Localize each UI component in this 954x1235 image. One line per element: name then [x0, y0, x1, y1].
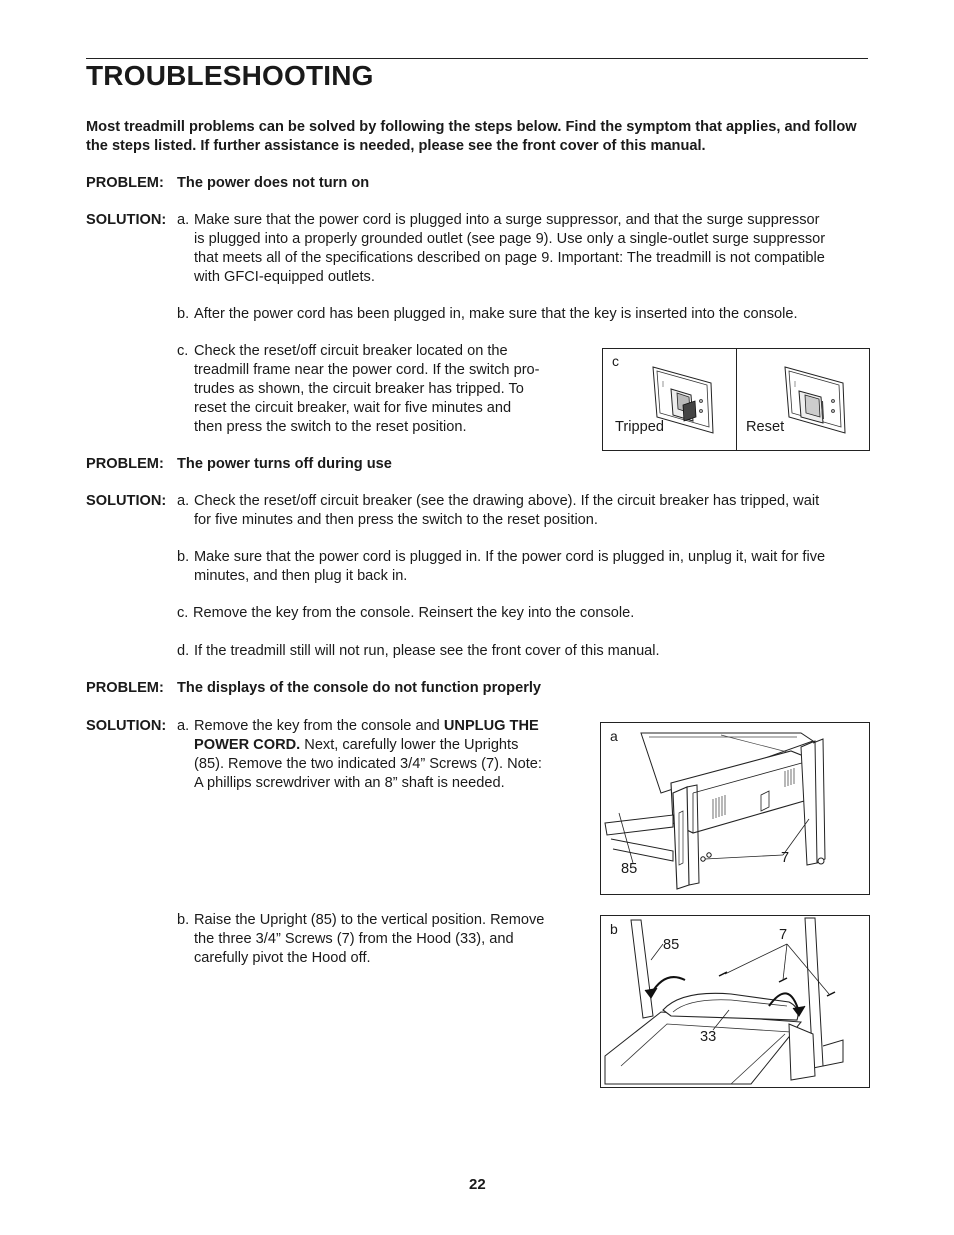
problem-1-step-a: Make sure that the power cord is plugged into a surge suppressor, and that the surge suppressor is plugged into a properly grounded outlet (see page 9). Use only a single-outlet surge suppressor that meets all of the specifications described on page 9. Important: The treadmill is not compatible with GFCI-equipped outlets. [194, 212, 826, 285]
step-letter: b. [177, 912, 190, 928]
solution-label: SOLUTION: [86, 718, 167, 734]
figure-letter: c [612, 353, 619, 369]
problem-2-title: The power turns off during use [177, 456, 392, 472]
treadmill-lowered-drawing [601, 723, 869, 894]
problem-1-step-c: Check the reset/off circuit breaker located on the treadmill frame near the power cord. If the switch pro- trudes as shown, the circuit breaker has tripped. To reset the circuit breaker, wait for five minutes and then press the switch to the reset position. [194, 343, 540, 435]
treadmill-hood-removal-drawing [601, 916, 869, 1087]
step-letter: b. [177, 306, 190, 322]
figure-c-reset-panel [736, 348, 870, 451]
step-letter: d. [177, 643, 190, 659]
callout-upright: 85 [663, 937, 680, 953]
tripped-caption: Tripped [615, 419, 664, 435]
callout-hood: 33 [700, 1029, 717, 1045]
problem-1-step-b: After the power cord has been plugged in, make sure that the key is inserted into the console. [194, 306, 798, 322]
step-letter: c. [177, 605, 189, 621]
problem-label: PROBLEM: [86, 680, 164, 696]
step-letter: b. [177, 549, 190, 565]
solution-label: SOLUTION: [86, 212, 167, 228]
top-rule [86, 58, 868, 59]
breaker-reset-drawing [775, 361, 855, 439]
intro-paragraph: Most treadmill problems can be solved by following the steps below. Find the symptom that applies, and follow the steps listed. If further assistance is needed, please see the front cover of this manual. [86, 119, 857, 154]
problem-label: PROBLEM: [86, 175, 164, 191]
step-letter: a. [177, 718, 190, 734]
step-letter: a. [177, 493, 190, 509]
figure-c-tripped-panel [602, 348, 737, 451]
callout-screw: 7 [779, 927, 788, 943]
figure-letter: b [610, 921, 618, 937]
reset-caption: Reset [746, 419, 785, 435]
solution-label: SOLUTION: [86, 493, 167, 509]
problem-label: PROBLEM: [86, 456, 164, 472]
step-letter: c. [177, 343, 189, 359]
problem-2-step-c: Remove the key from the console. Reinsert the key into the console. [193, 605, 635, 621]
problem-3-title: The displays of the console do not function properly [177, 680, 542, 696]
figure-a-panel [600, 722, 870, 895]
page-title: TROUBLESHOOTING [86, 60, 374, 91]
problem-2-step-b: Make sure that the power cord is plugged in. If the power cord is plugged in, unplug it, wait for five minutes, and then plug it back in. [194, 549, 826, 584]
problem-2-step-d: If the treadmill still will not run, please see the front cover of this manual. [194, 643, 660, 659]
problem-2-step-a: Check the reset/off circuit breaker (see the drawing above). If the circuit breaker has tripped, wait for five minutes and then press the switch to the reset position. [194, 493, 820, 528]
page-number: 22 [469, 1176, 486, 1193]
callout-upright: 85 [621, 861, 638, 877]
figure-letter: a [610, 728, 618, 744]
problem-3-step-a: Remove the key from the console and UNPLUG THE POWER CORD. Next, carefully lower the Uprights (85). Remove the two indicated 3/4” Screws (7). Note: A phillips screwdriver with an 8” shaft is needed. [194, 718, 542, 791]
problem-3-step-b: Raise the Upright (85) to the vertical position. Remove the three 3/4” Screws (7) from the Hood (33), and carefully pivot the Hood off. [194, 912, 545, 966]
callout-screw: 7 [781, 850, 790, 866]
problem-1-title: The power does not turn on [177, 175, 370, 191]
step-letter: a. [177, 212, 190, 228]
figure-b-panel [600, 915, 870, 1088]
